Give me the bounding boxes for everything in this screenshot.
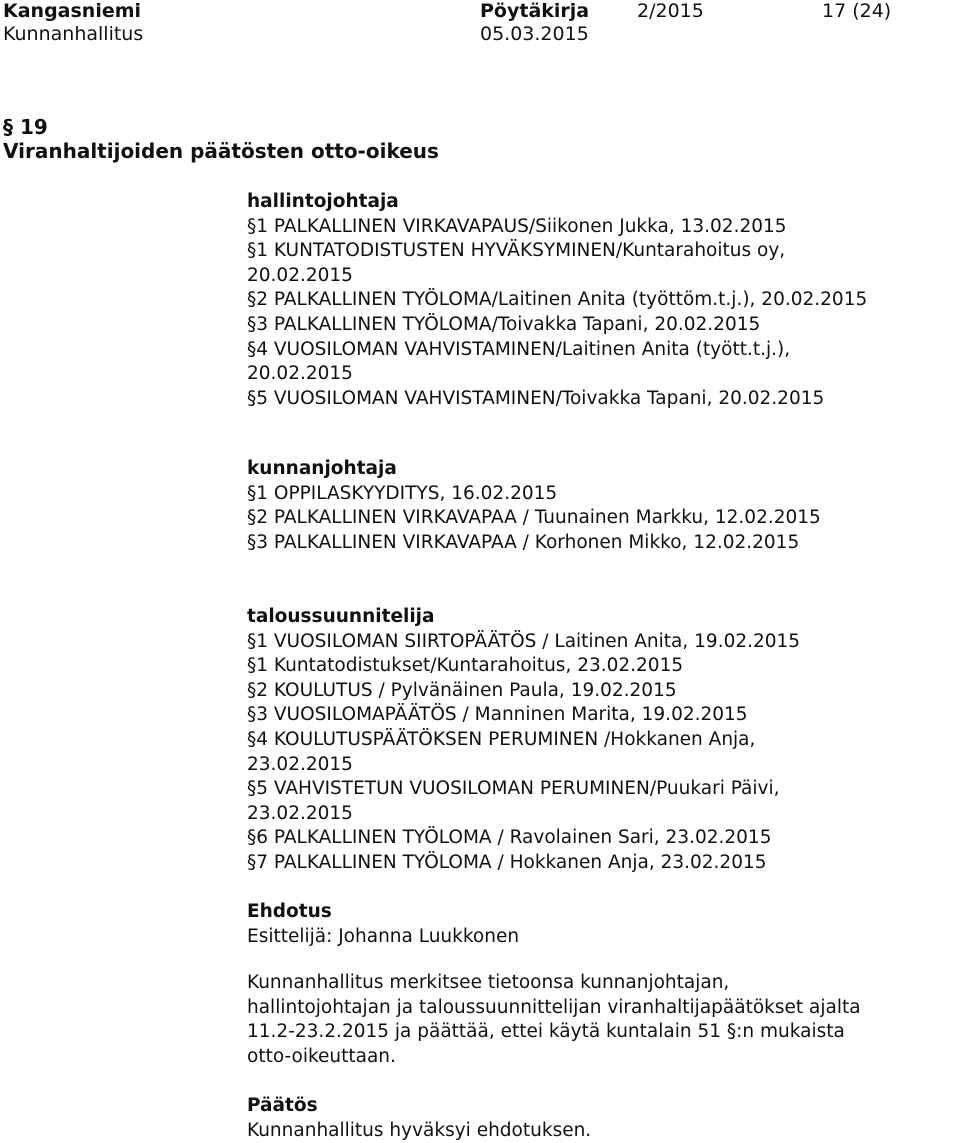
list-item: §2 PALKALLINEN TYÖLOMA/Laitinen Anita (työttöm.t.j.), 20.02.2015	[247, 289, 868, 311]
list-item: 23.02.2015	[247, 753, 353, 775]
presenter-line: Esittelijä: Johanna Luukkonen	[247, 925, 520, 947]
decision-group-taloussuunnitelija	[247, 605, 800, 876]
document-number: 2/2015	[637, 0, 704, 22]
list-item: §5 VAHVISTETUN VUOSILOMAN PERUMINEN/Puukari Päivi,	[247, 778, 780, 800]
proposal-text	[247, 971, 861, 1069]
list-item: §3 VUOSILOMAPÄÄTÖS / Manninen Marita, 19.02.2015	[247, 704, 748, 726]
list-item: §2 KOULUTUS / Pylvänäinen Paula, 19.02.2015	[247, 679, 677, 701]
list-item: §4 KOULUTUSPÄÄTÖKSEN PERUMINEN /Hokkanen Anja,	[247, 728, 756, 750]
decision-heading: Päätös	[247, 1095, 318, 1116]
list-item: §3 PALKALLINEN TYÖLOMA/Toivakka Tapani, 20.02.2015	[247, 313, 761, 335]
decision-group-kunnanjohtaja	[247, 457, 821, 555]
list-item: §1 PALKALLINEN VIRKAVAPAUS/Siikonen Jukka, 13.02.2015	[247, 215, 787, 237]
group-heading: kunnanjohtaja	[247, 458, 397, 479]
proposal-text-line: hallintojohtajan ja taloussuunnittelijan viranhaltijapäätökset ajalta	[247, 996, 861, 1018]
list-item: §4 VUOSILOMAN VAHVISTAMINEN/Laitinen Anita (tyött.t.j.),	[247, 338, 791, 360]
proposal-text-line: 11.2-23.2.2015 ja päättää, ettei käytä kuntalain 51 §:n mukaista	[247, 1021, 845, 1043]
proposal-text-line: Kunnanhallitus merkitsee tietoonsa kunnanjohtajan,	[247, 972, 730, 993]
list-item: §5 VUOSILOMAN VAHVISTAMINEN/Toivakka Tapani, 20.02.2015	[247, 387, 825, 409]
list-item: §7 PALKALLINEN TYÖLOMA / Hokkanen Anja, 23.02.2015	[247, 851, 767, 873]
list-item: §1 VUOSILOMAN SIIRTOPÄÄTÖS / Laitinen Anita, 19.02.2015	[247, 630, 801, 652]
list-item: 23.02.2015	[247, 802, 353, 824]
list-item: 20.02.2015	[247, 264, 353, 286]
list-item: §1 OPPILASKYYDITYS, 16.02.2015	[247, 482, 558, 504]
list-item: 20.02.2015	[247, 363, 353, 385]
organ-name: Kunnanhallitus	[3, 23, 144, 45]
section-title: Viranhaltijoiden päätösten otto-oikeus	[3, 139, 439, 163]
proposal-text-line: otto-oikeuttaan.	[247, 1045, 396, 1067]
list-item: §1 Kuntatodistukset/Kuntarahoitus, 23.02.2015	[247, 655, 684, 677]
proposal-heading: Ehdotus	[247, 901, 332, 922]
decision-group-hallintojohtaja	[247, 190, 867, 411]
proposal-section	[247, 900, 519, 949]
list-item: §3 PALKALLINEN VIRKAVAPAA / Korhonen Mikko, 12.02.2015	[247, 531, 800, 553]
list-item: §2 PALKALLINEN VIRKAVAPAA / Tuunainen Markku, 12.02.2015	[247, 507, 821, 529]
meeting-date: 05.03.2015	[480, 23, 589, 45]
decision-text: Kunnanhallitus hyväksyi ehdotuksen.	[247, 1119, 592, 1141]
group-heading: hallintojohtaja	[247, 191, 399, 212]
decision-section	[247, 1094, 591, 1143]
list-item: §1 KUNTATODISTUSTEN HYVÄKSYMINEN/Kuntarahoitus oy,	[247, 240, 786, 262]
document-type: Pöytäkirja	[480, 0, 590, 22]
list-item: §6 PALKALLINEN TYÖLOMA / Ravolainen Sari, 23.02.2015	[247, 827, 772, 849]
section-number: § 19	[3, 115, 48, 139]
page-number: 17 (24)	[822, 0, 892, 22]
municipality-name: Kangasniemi	[3, 0, 142, 22]
group-heading: taloussuunnitelija	[247, 606, 435, 627]
